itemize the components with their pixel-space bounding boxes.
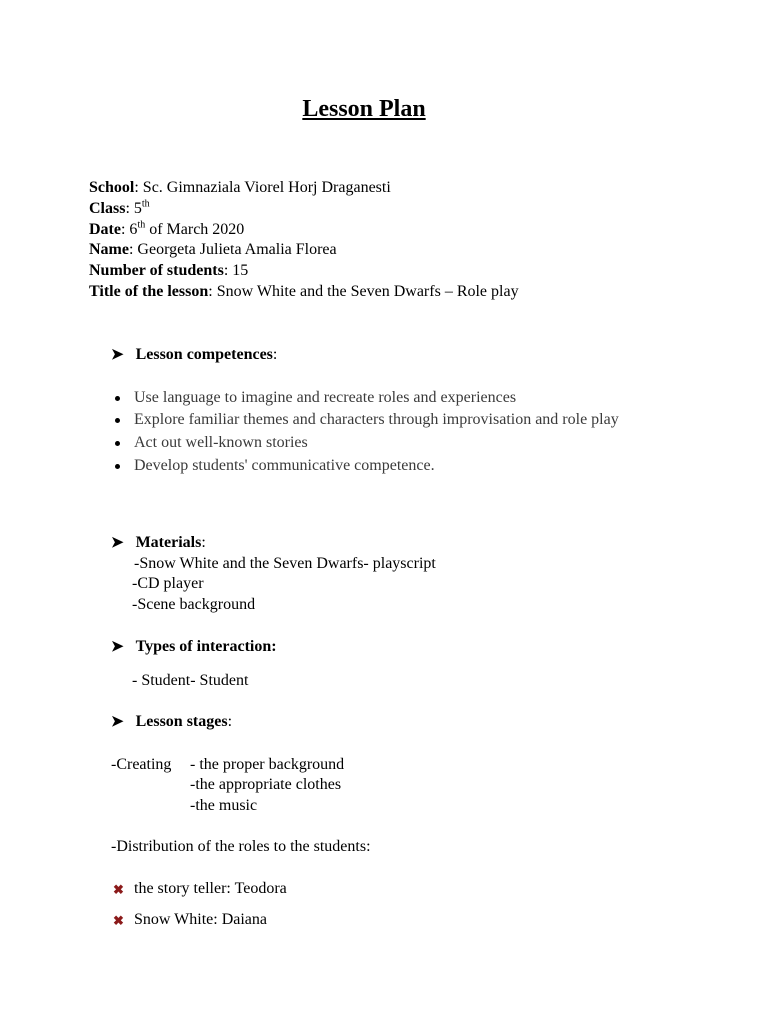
list-item: -the music: [190, 797, 258, 814]
role-text: the story teller: Teodora: [134, 880, 287, 897]
creating-label: -Creating: [111, 756, 172, 773]
role-text: Snow White: Daiana: [134, 911, 268, 928]
arrow-bullet-icon: ➤: [111, 714, 124, 730]
bullet-icon: [115, 464, 120, 469]
materials-heading: [111, 533, 206, 553]
lesson-title-value: : Snow White and the Seven Dwarfs – Role play: [208, 283, 519, 300]
school-value: : Sc. Gimnaziala Viorel Horj Draganesti: [134, 179, 391, 196]
arrow-bullet-icon: ➤: [111, 639, 124, 655]
bullet-icon: [115, 396, 120, 401]
students-label: Number of students: [89, 262, 224, 279]
list-item: [134, 433, 308, 453]
date-value-day: : 6: [120, 221, 138, 238]
school-label: School: [89, 179, 135, 196]
cross-bullet-icon: ✖: [113, 913, 124, 928]
competences-heading: [111, 345, 277, 365]
class-line: [89, 199, 150, 219]
cross-bullet-icon: ✖: [113, 882, 124, 897]
name-line: [89, 240, 337, 260]
date-line: [89, 220, 244, 240]
lesson-title-label: Title of the lesson: [89, 283, 209, 300]
list-item: [134, 388, 516, 408]
class-superscript: th: [141, 198, 150, 210]
competence-text: Explore familiar themes and characters through improvisation and role play: [134, 411, 619, 428]
materials-colon: :: [201, 534, 206, 551]
interaction-heading: [111, 637, 277, 657]
list-item: -Snow White and the Seven Dwarfs- playscript: [134, 555, 436, 572]
competence-text: Act out well-known stories: [134, 434, 308, 451]
lesson-title-line: [89, 282, 519, 302]
list-item: -CD player: [132, 575, 204, 592]
competences-label: Lesson competences: [135, 346, 273, 363]
list-item: -the appropriate clothes: [190, 776, 342, 793]
interaction-label: Types of interaction:: [135, 638, 277, 655]
stages-label: Lesson stages: [135, 713, 228, 730]
list-item: - the proper background: [190, 756, 345, 773]
date-label: Date: [89, 221, 121, 238]
list-item: [113, 879, 287, 899]
arrow-bullet-icon: ➤: [111, 347, 124, 363]
arrow-bullet-icon: ➤: [111, 535, 124, 551]
competence-text: Use language to imagine and recreate roles and experiences: [134, 389, 517, 406]
school-line: [89, 178, 391, 198]
date-value-rest: of March 2020: [145, 221, 245, 238]
list-item: -Scene background: [132, 596, 256, 613]
name-label: Name: [89, 241, 129, 258]
list-item: - Student- Student: [132, 672, 249, 689]
bullet-icon: [115, 418, 120, 423]
page-title: Lesson Plan: [302, 96, 426, 122]
list-item: [134, 456, 435, 476]
date-superscript: th: [137, 219, 146, 231]
bullet-icon: [115, 441, 120, 446]
competence-text: Develop students' communicative competence.: [134, 457, 435, 474]
class-value: : 5: [125, 200, 142, 217]
list-item: [113, 910, 268, 930]
stages-colon: :: [227, 713, 233, 730]
name-value: : Georgeta Julieta Amalia Florea: [128, 241, 337, 258]
students-value: : 15: [223, 262, 249, 279]
distribution-line: -Distribution of the roles to the students:: [111, 838, 371, 855]
stages-heading: [111, 712, 232, 732]
students-line: [89, 261, 248, 281]
class-label: Class: [89, 200, 126, 217]
competences-colon: :: [272, 346, 278, 363]
materials-label: Materials: [135, 534, 202, 551]
list-item: [134, 410, 619, 430]
